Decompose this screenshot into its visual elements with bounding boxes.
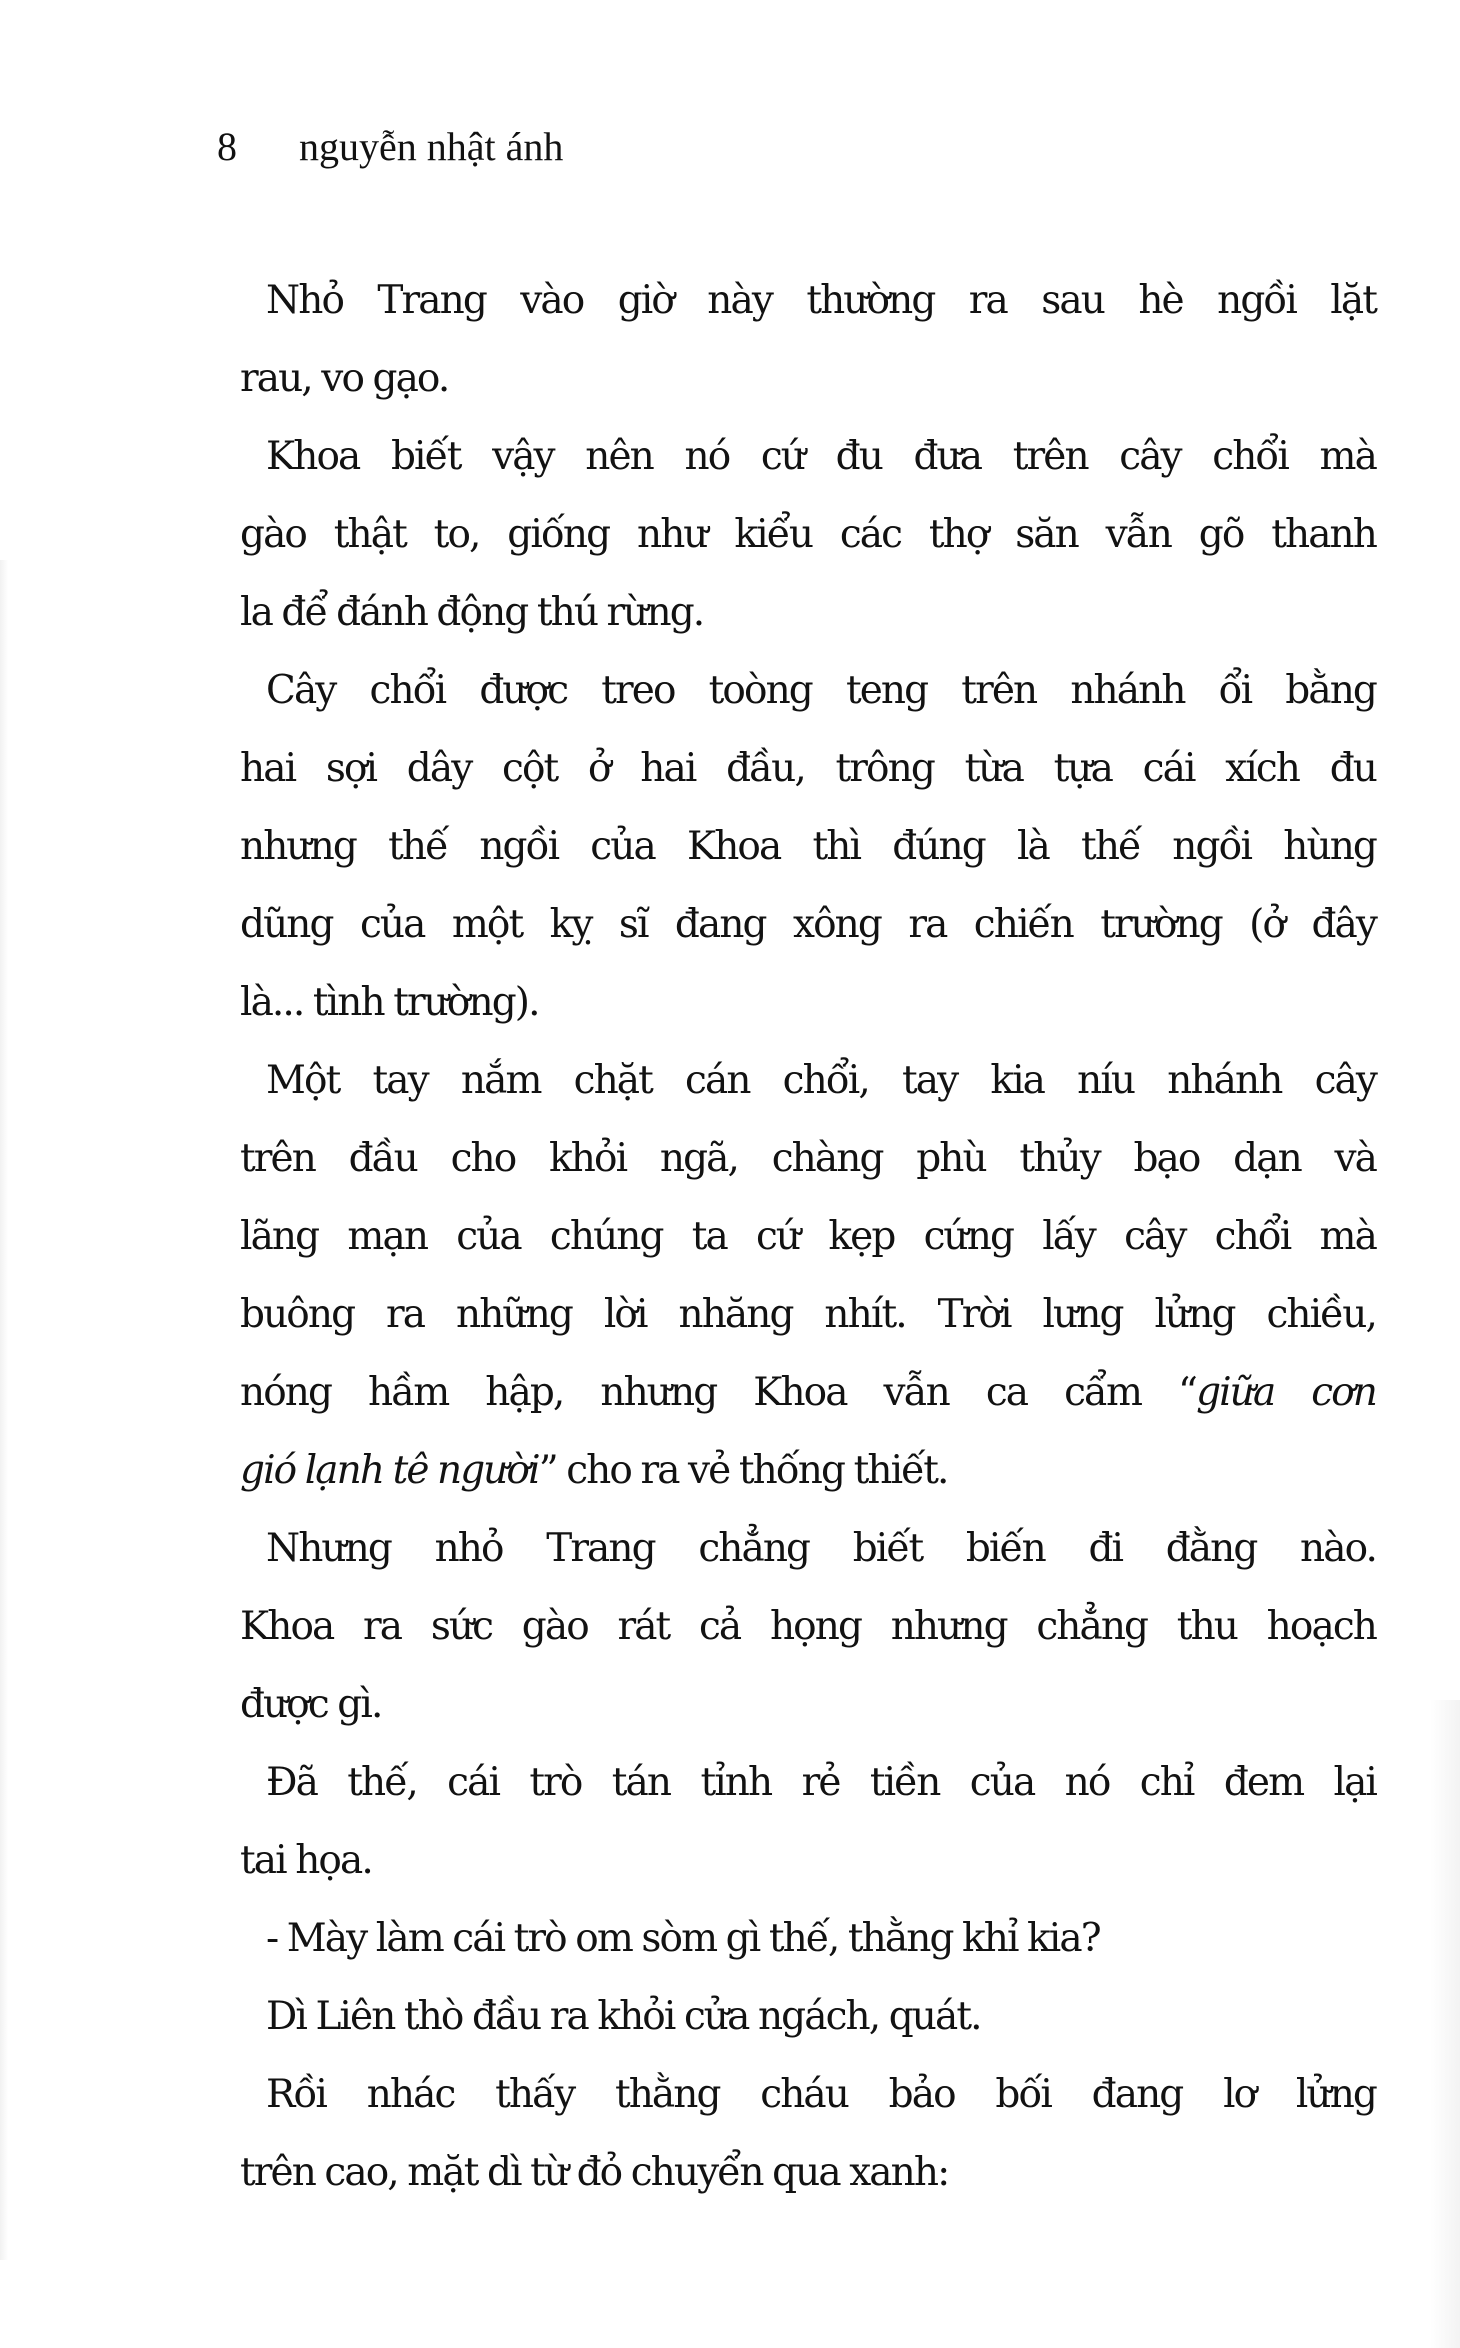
- text-line: hai sợi dây cột ở hai đầu, trông từa tựa cái xích đu: [240, 746, 1376, 791]
- text-line: - Mày làm cái trò om sòm gì thế, thằng khỉ kia?: [266, 1916, 1100, 1961]
- text-line: Đã thế, cái trò tán tỉnh rẻ tiền của nó chỉ đem lại: [266, 1760, 1376, 1805]
- text-line: Dì Liên thò đầu ra khỏi cửa ngách, quát.: [266, 1994, 981, 2039]
- text-line: tai họa.: [240, 1838, 372, 1883]
- paragraph-6: [240, 1744, 1376, 1900]
- text-line: nhưng thế ngồi của Khoa thì đúng là thế ngồi hùng: [240, 824, 1376, 869]
- running-header: [217, 122, 563, 172]
- text-line: trên cao, mặt dì từ đỏ chuyển qua xanh:: [240, 2150, 949, 2195]
- paragraph-3: [240, 652, 1376, 1042]
- paragraph-8: [240, 1978, 1376, 2056]
- text-line: gào thật to, giống như kiểu các thợ săn vẫn gõ thanh: [240, 512, 1376, 557]
- text-line: la để đánh động thú rừng.: [240, 590, 704, 635]
- paragraph-4: [240, 1042, 1376, 1510]
- quoted-song-lyric: gió lạnh tê người: [240, 1448, 539, 1493]
- text-line: Cây chổi được treo toòng teng trên nhánh ổi bằng: [266, 668, 1376, 713]
- text-line: được gì.: [240, 1682, 382, 1727]
- body-text: [240, 262, 1376, 2212]
- text-line-with-quote: [240, 1432, 1376, 1510]
- scan-edge-shadow-right: [1430, 1700, 1460, 2348]
- text-run: ” cho ra vẻ thống thiết.: [538, 1448, 948, 1493]
- paragraph-2: [240, 418, 1376, 652]
- paragraph-5: [240, 1510, 1376, 1744]
- text-line: Khoa ra sức gào rát cả họng nhưng chẳng thu hoạch: [240, 1604, 1376, 1649]
- text-line: lãng mạn của chúng ta cứ kẹp cứng lấy cây chổi mà: [240, 1214, 1376, 1259]
- text-line-with-quote: [240, 1354, 1376, 1432]
- text-line: Khoa biết vậy nên nó cứ đu đưa trên cây chổi mà: [266, 434, 1376, 479]
- paragraph-9: [240, 2056, 1376, 2212]
- scan-edge-shadow-left: [0, 560, 8, 2260]
- text-run: nóng hầm hập, nhưng Khoa vẫn ca cẩm “: [240, 1370, 1197, 1415]
- text-line: buông ra những lời nhăng nhít. Trời lưng lửng chiều,: [240, 1292, 1376, 1337]
- paragraph-1: [240, 262, 1376, 418]
- text-line: trên đầu cho khỏi ngã, chàng phù thủy bạo dạn và: [240, 1136, 1376, 1181]
- page-number: 8: [217, 124, 237, 169]
- text-line: Một tay nắm chặt cán chổi, tay kia níu nhánh cây: [266, 1058, 1376, 1103]
- text-line: dũng của một kỵ sĩ đang xông ra chiến trường (ở đây: [240, 902, 1376, 947]
- text-line: Nhưng nhỏ Trang chẳng biết biến đi đằng nào.: [266, 1526, 1376, 1571]
- quoted-song-lyric: giữa cơn: [1196, 1370, 1377, 1415]
- text-line: Rồi nhác thấy thằng cháu bảo bối đang lơ lửng: [266, 2072, 1376, 2117]
- text-line: rau, vo gạo.: [240, 356, 449, 401]
- dialogue-line: [240, 1900, 1376, 1978]
- text-line: là... tình trường).: [240, 980, 539, 1025]
- text-line: Nhỏ Trang vào giờ này thường ra sau hè ngồi lặt: [266, 278, 1376, 323]
- author-name: nguyễn nhật ánh: [299, 124, 564, 169]
